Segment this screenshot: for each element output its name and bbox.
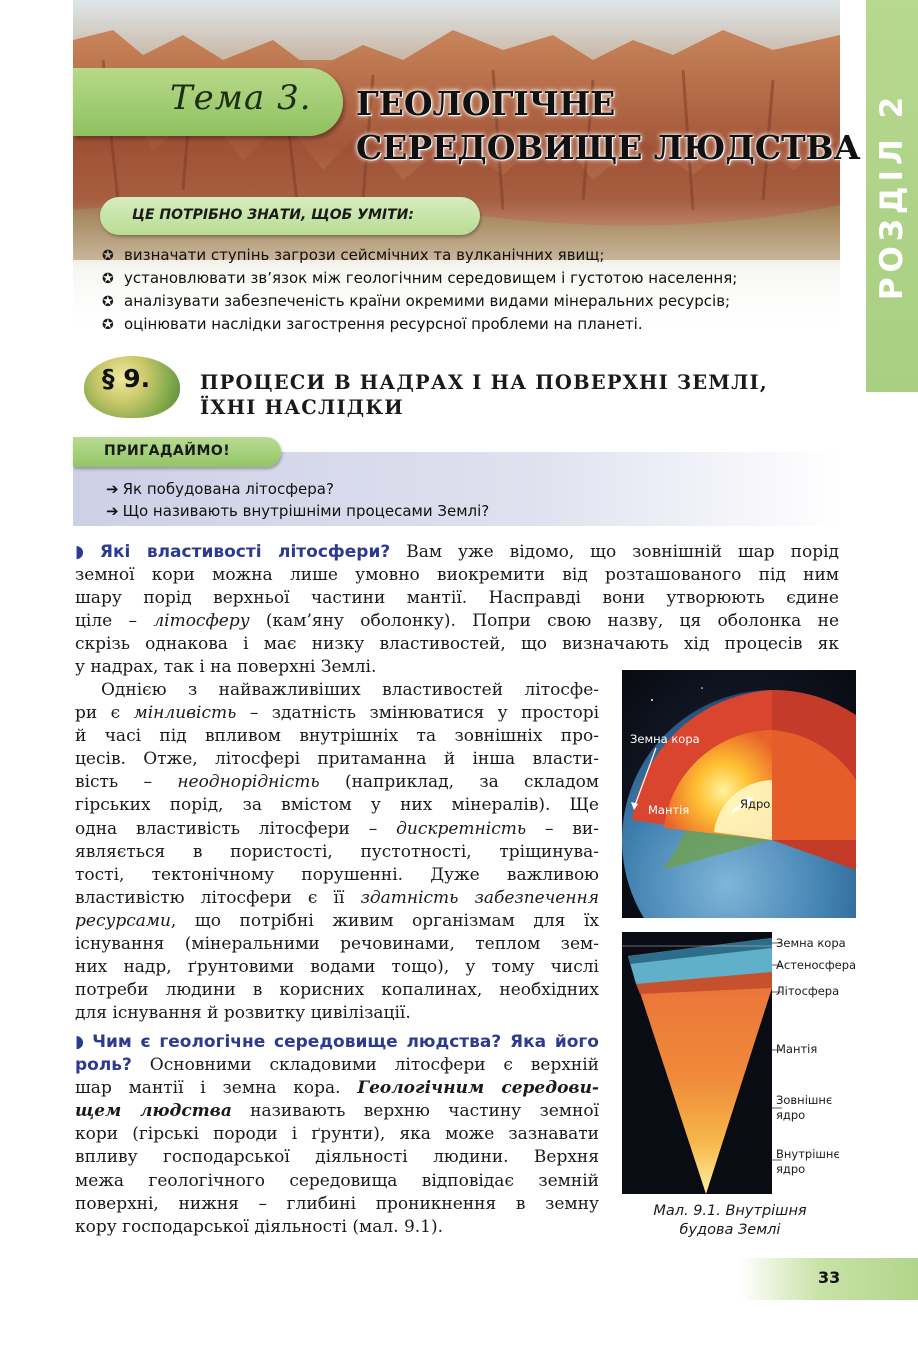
- section-marker-icon: ◗: [75, 1032, 84, 1052]
- earth-cutaway-illustration: [622, 670, 856, 918]
- paragraph-1: ◗ Які властивості літосфери? Вам уже відомо, що зовнішній шар порід земної кори можна лише умовно виокремити від розташованого під ним шару порід верхньої частини мантії. Насправді вони утворюють єдине ціле – літосферу (кам’яну оболонку). Попри свою назву, ця оболонка не скрізь однакова і має низку властивостей, що визначають хід процесів як у надрах, так і на поверхні Землі.: [75, 542, 839, 678]
- list-item: ✪ оцінювати наслідки загострення ресурсної проблеми на планеті.: [102, 313, 737, 336]
- recall-question: ➔ Як побудована літосфера?: [106, 480, 334, 498]
- list-item: ✪ аналізувати забезпеченість країни окремими видами мінеральних ресурсів;: [102, 290, 737, 313]
- theme-label: Тема 3.: [170, 78, 312, 118]
- star-bullet-icon: ✪: [102, 271, 114, 287]
- figure-label-mantle: Мантія: [648, 803, 690, 817]
- star-bullet-icon: ✪: [102, 294, 114, 310]
- figure-label-asthenosphere: Астеносфера: [776, 958, 857, 972]
- section-side-label: РОЗДІЛ 2: [874, 91, 910, 301]
- list-item: ✪ визначати ступінь загрози сейсмічних та вулканічних явищ;: [102, 244, 737, 267]
- figure-label-crust: Земна кора: [630, 732, 700, 746]
- section-marker-icon: ◗: [75, 542, 84, 562]
- arrow-right-icon: ➔: [106, 480, 119, 498]
- theme-title: [356, 82, 860, 170]
- skills-list: [102, 244, 737, 336]
- theme-title-line2: СЕРЕДОВИЩЕ ЛЮДСТВА: [356, 128, 861, 167]
- star-bullet-icon: ✪: [102, 248, 114, 264]
- figure-label-core: Ядро: [740, 797, 771, 811]
- recall-question: ➔ Що називають внутрішніми процесами Землі?: [106, 502, 490, 520]
- earth-cutaway-figure: [622, 670, 856, 918]
- page-number: 33: [818, 1268, 841, 1287]
- earth-section-figure: [622, 932, 856, 1194]
- star-bullet-icon: ✪: [102, 317, 114, 333]
- figure-label-outer-core: Зовнішнє ядро: [776, 1093, 833, 1122]
- figure-label-inner-core: Внутрішнє ядро: [776, 1147, 840, 1176]
- paragraph-3: ◗ Чим є геологічне середовище людства? Яка його роль? Основними складовими літосфери є верхній шар мантії і земна кора. Геологічним середови- щем людства називають верхню частину земної кори (гірські породи і ґрунти), яка може зазнавати впливу господарської діяльності людини. Верхня межа геологічного середовища відповідає земній поверхні, нижня – глибині проникнення в земну кору господарської діяльності (мал. 9.1).: [75, 1032, 600, 1237]
- theme-title-line1: ГЕОЛОГІЧНЕ: [356, 84, 616, 123]
- figure-label-crust: Земна кора: [776, 936, 846, 950]
- know-label: ЦЕ ПОТРІБНО ЗНАТИ, ЩОБ УМІТИ:: [132, 207, 414, 223]
- figure-label-mantle: Мантія: [776, 1042, 818, 1056]
- paragraph-title: ПРОЦЕСИ В НАДРАХ І НА ПОВЕРХНІ ЗЕМЛІ, ЇХНІ НАСЛІДКИ: [200, 371, 768, 419]
- recall-label: ПРИГАДАЙМО!: [104, 443, 231, 459]
- arrow-right-icon: ➔: [106, 502, 119, 520]
- figure-caption: Мал. 9.1. Внутрішня будова Землі: [653, 1203, 807, 1238]
- paragraph-number: § 9.: [102, 364, 151, 393]
- paragraph-2: Однією з найважливіших властивостей літосфе- ри є мінливість – здатність змінюватися у просторі й часі під впливом внутрішніх та зовнішніх про- цесів. Отже, літосфері притаманна й інша власти- вість – неоднорідність (наприклад, за складом гірських порід, за вмістом у них мінералів). Ще одна властивість літосфери – дискретність – ви- являється в пористості, пустотності, тріщинува- тості, тектонічному порушенні. Дуже важливою властивістю літосфери є її здатність забезпечення ресурсами, що потрібні живим організмам для їх існування (мінеральними речовинами, теплом зем- них надр, ґрунтовими водами тощо), у тому числі потреби людини в корисних копалинах, необхідних для існування й розвитку цивілізації.: [75, 680, 600, 1024]
- list-item: ✪ установлювати зв’язок між геологічним середовищем і густотою населення;: [102, 267, 737, 290]
- figure-label-lithosphere: Літосфера: [776, 984, 840, 998]
